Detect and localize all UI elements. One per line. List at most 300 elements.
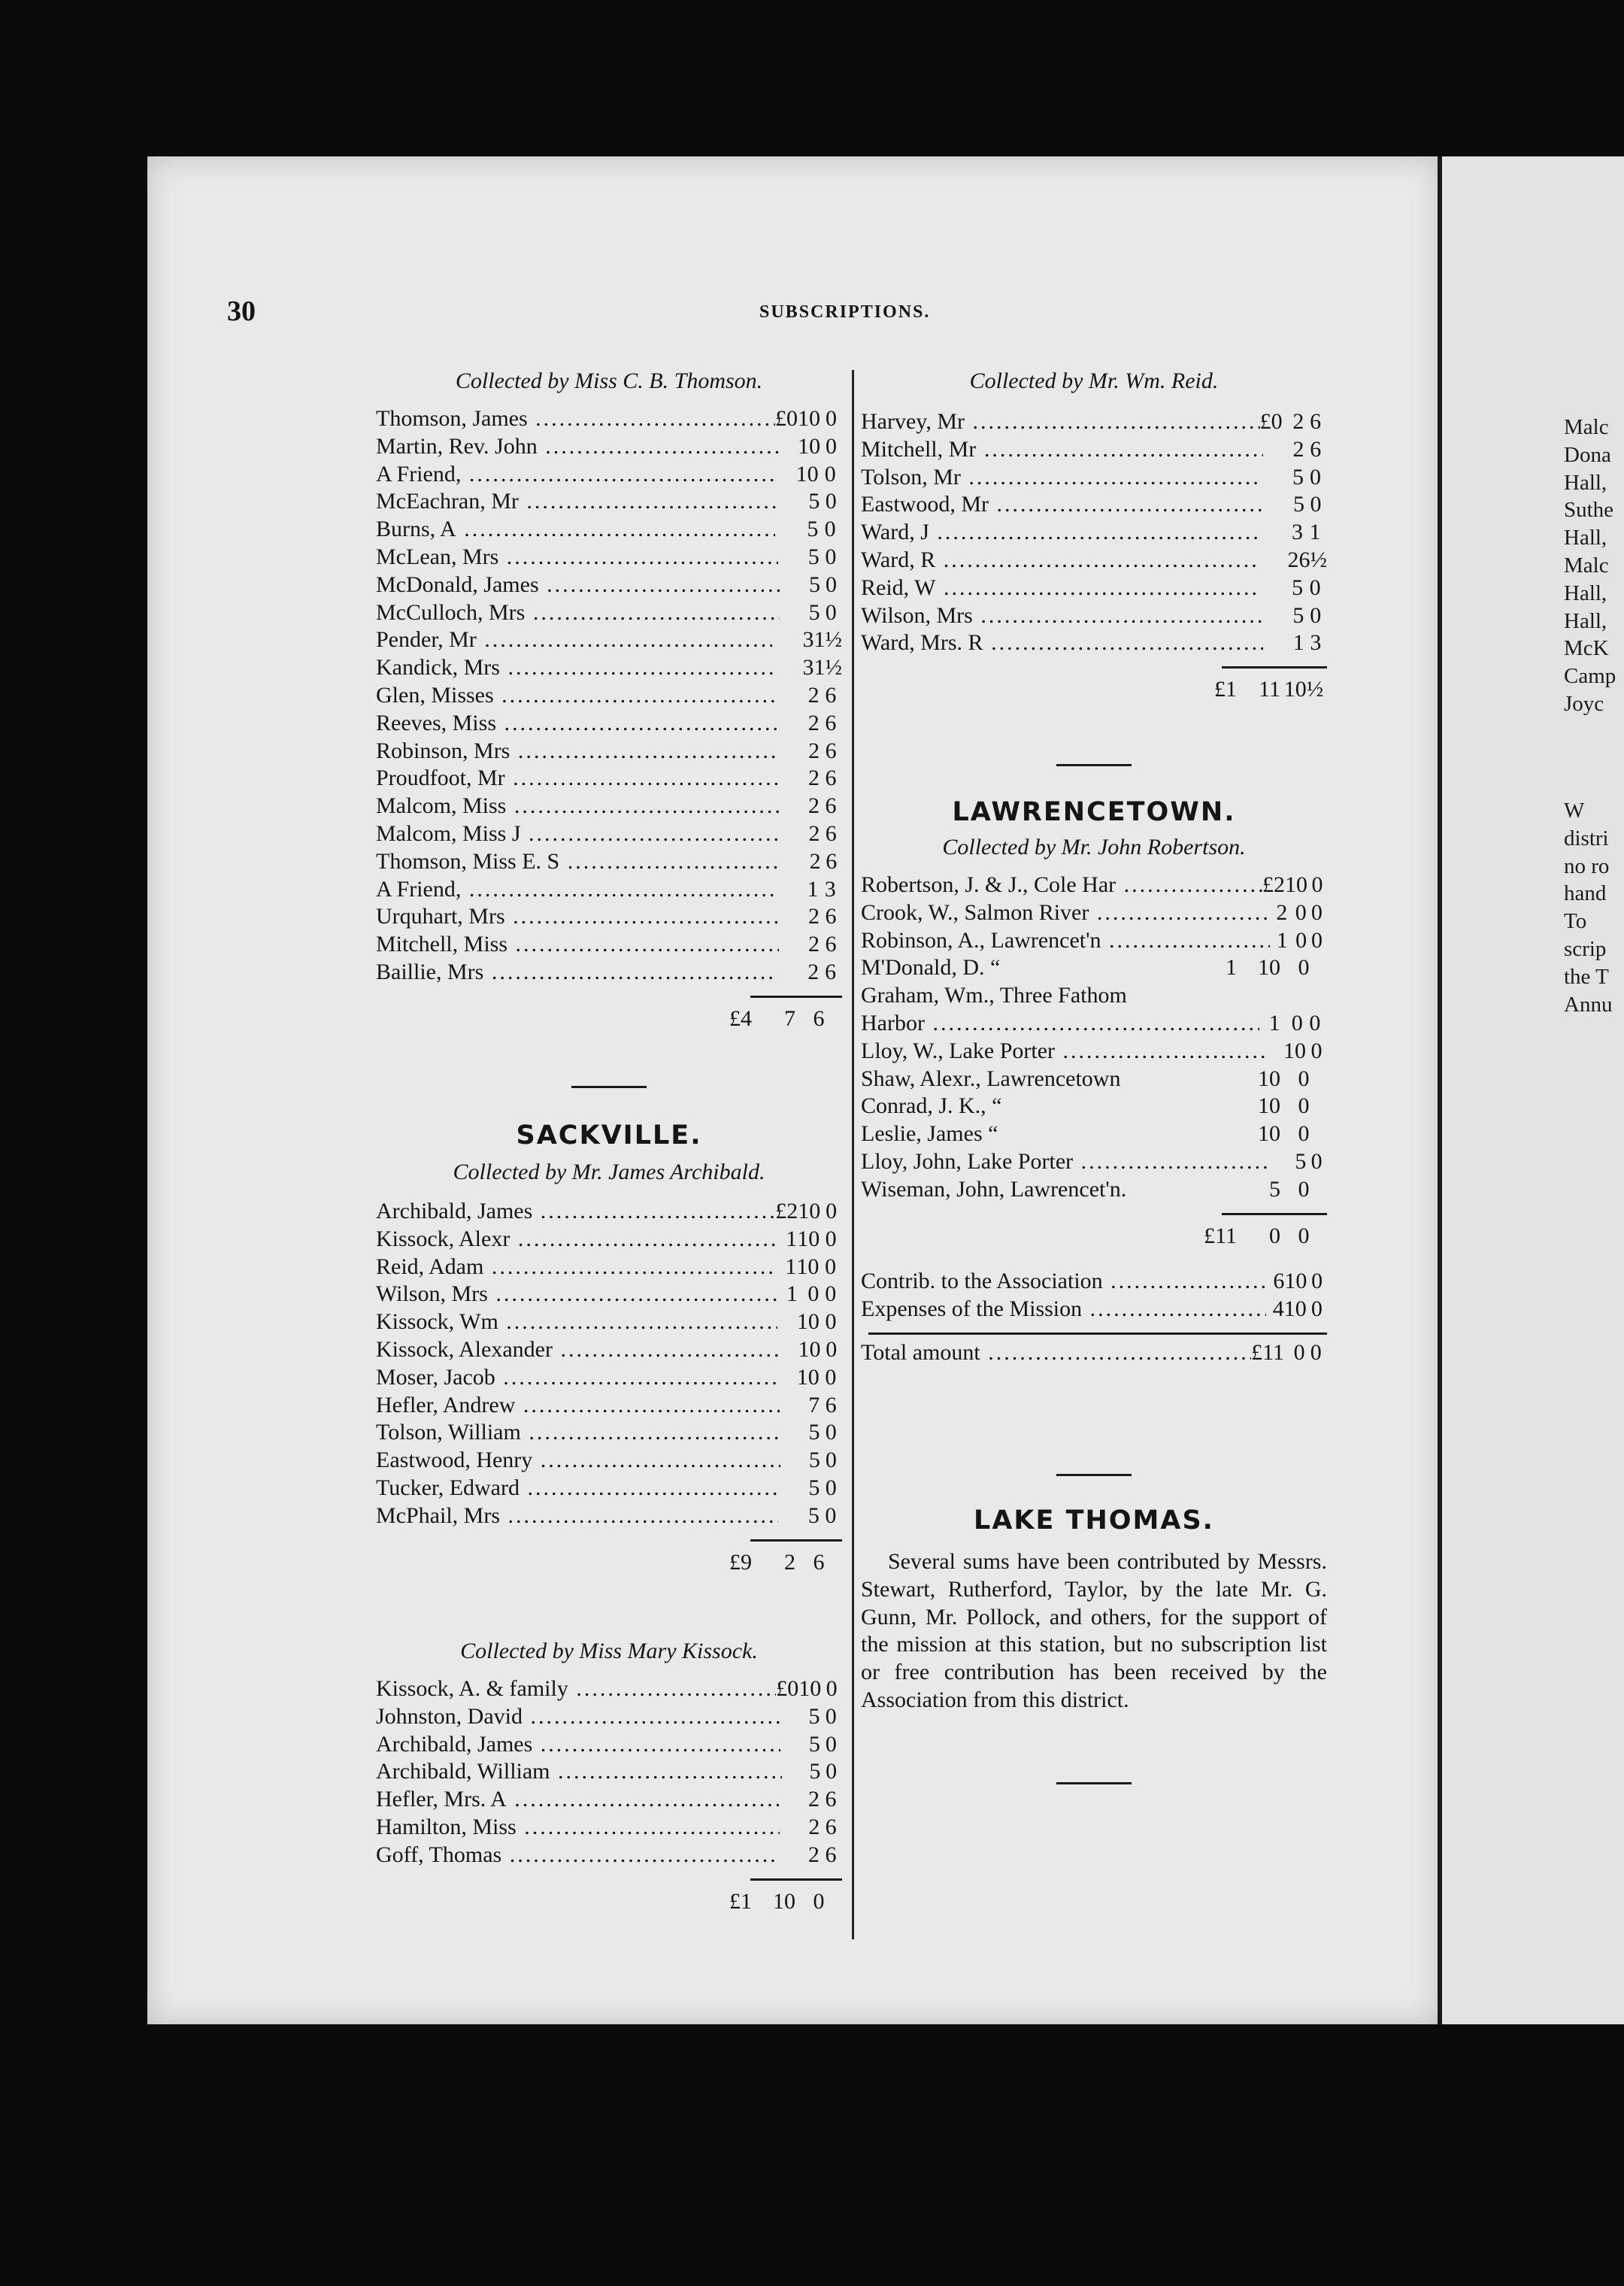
list-item	[376, 433, 842, 461]
entry-name: Reid, Adam .....	[376, 1254, 777, 1281]
pence: 6	[813, 1005, 825, 1031]
entry-name: A Friend, .....	[376, 876, 776, 904]
pence: 0	[825, 489, 837, 514]
shillings: 5	[808, 599, 820, 625]
list-item	[376, 1419, 842, 1447]
shillings: 2	[808, 1814, 820, 1839]
entry-name: Kissock, Wm .....	[376, 1308, 777, 1336]
list-item	[376, 1254, 842, 1281]
list-item	[376, 1336, 842, 1364]
pounds: 1	[785, 1254, 797, 1279]
list-item	[861, 408, 1327, 436]
list-item	[861, 436, 1327, 464]
entry-name: Ward, R .....	[861, 547, 1256, 575]
adjacent-page-fragment: Malc	[1564, 415, 1609, 439]
list-item	[376, 1675, 842, 1703]
shillings: 1	[1292, 630, 1304, 656]
list-item	[376, 516, 842, 544]
list-item	[861, 954, 1327, 982]
list-item	[376, 1758, 842, 1786]
entry-name: McDonald, James .....	[376, 572, 781, 599]
pounds: £2	[1262, 872, 1285, 897]
adjacent-page-fragment: Malc	[1564, 553, 1609, 578]
entry-name: Eastwood, Henry .....	[376, 1447, 780, 1475]
list-item	[376, 1392, 842, 1420]
list-item	[861, 575, 1327, 602]
list-item	[376, 682, 842, 710]
pence: 1	[1309, 520, 1321, 545]
entry-name: Johnston, David .....	[376, 1703, 780, 1731]
shillings: 2	[809, 848, 821, 874]
lake-thomas-paragraph: Several sums have been contributed by Messrs. Stewart, Rutherford, Taylor, by the late Mr. G. Gunn, Mr. Pollock, and others, for the support of the mission at this station, but no subscription list or free contribution has been received by the Association from this district.	[861, 1549, 1327, 1712]
total-row	[376, 1888, 842, 1916]
pence: 0	[825, 1420, 837, 1445]
shillings: 0	[1295, 899, 1307, 925]
shillings: 10	[798, 1336, 821, 1362]
pence: 6	[825, 1787, 837, 1812]
collector-heading: Collected by Mr. John Robertson.	[942, 835, 1246, 860]
list-item	[376, 461, 842, 489]
list-item	[861, 1093, 1327, 1120]
collector-heading: Collected by Mr. James Archibald.	[453, 1160, 765, 1184]
pence: 0	[1311, 927, 1323, 953]
entry-name: Tucker, Edward .....	[376, 1475, 780, 1502]
pence: 0	[1311, 872, 1323, 897]
list-item	[861, 1176, 1327, 1204]
entry-name: Harvey, Mr .....	[861, 408, 1260, 436]
list-item	[861, 602, 1327, 630]
total-row	[861, 676, 1327, 704]
list-item	[376, 931, 842, 959]
pence: 0	[824, 461, 836, 487]
entry-name: Conrad, J. K., “	[861, 1093, 1002, 1119]
shillings: 2	[808, 820, 820, 846]
list-item	[376, 1786, 842, 1814]
entry-name: Shaw, Alexr., Lawrencetown	[861, 1066, 1121, 1091]
entry-name: Lloy, W., Lake Porter .....	[861, 1038, 1265, 1066]
adjacent-page-fragment: Hall,	[1564, 608, 1607, 633]
list-item	[376, 1502, 842, 1530]
shillings: 10	[1283, 1296, 1307, 1322]
shillings: 10	[796, 1364, 820, 1390]
pence: 0	[826, 572, 837, 597]
shillings: 5	[808, 489, 820, 514]
pence: 0	[1298, 1121, 1310, 1147]
adjacent-page-fragment: Annu	[1564, 992, 1613, 1017]
section-title-sackville: SACKVILLE.	[516, 1120, 702, 1151]
pounds: 1	[786, 1281, 798, 1307]
shillings: 2	[807, 904, 820, 929]
entry-name: Urquhart, Mrs .....	[376, 903, 779, 931]
summary-rule	[868, 1332, 1327, 1335]
list-item	[861, 1148, 1327, 1176]
list-item	[376, 1447, 842, 1475]
shillings: 2	[808, 738, 820, 763]
pounds: 1	[1276, 927, 1288, 953]
shillings: 10	[1284, 1269, 1307, 1294]
entry-name: Expenses of the Mission .....	[861, 1296, 1266, 1323]
adjacent-page-fragment: To	[1564, 909, 1587, 934]
pounds: 4	[1272, 1296, 1284, 1322]
list-item	[861, 872, 1327, 899]
pence: 0	[825, 1448, 837, 1473]
list-item	[861, 899, 1327, 927]
grand-total-row	[861, 1339, 1327, 1367]
shillings: 5	[807, 544, 820, 569]
lawrencetown-section	[861, 764, 1327, 1367]
pence: 0	[825, 1502, 837, 1528]
entry-name: Contrib. to the Association .....	[861, 1268, 1267, 1296]
list-item	[376, 1814, 842, 1842]
list-item	[376, 544, 842, 572]
pence: 6	[825, 820, 837, 846]
list-item	[376, 654, 842, 682]
page-gutter-rule	[1438, 156, 1442, 2024]
list-item	[861, 547, 1327, 575]
shillings: 2	[807, 1842, 820, 1867]
entry-name: Robinson, Mrs .....	[376, 738, 779, 766]
pounds: £11	[1204, 1223, 1237, 1248]
entry-name: Burns, A .....	[376, 516, 775, 544]
pounds: 1	[786, 1226, 798, 1251]
pence: 6	[825, 710, 837, 735]
entry-name: Lloy, John, Lake Porter .....	[861, 1148, 1268, 1176]
pence: 6	[825, 1392, 837, 1417]
shillings: 2	[1292, 409, 1304, 434]
shillings: 5	[1292, 464, 1304, 490]
adjacent-page-fragment: W	[1564, 799, 1585, 823]
pence: 0	[1309, 1010, 1321, 1035]
pence: 6	[825, 932, 837, 957]
pence: 6	[1310, 436, 1322, 462]
pence: 0	[813, 1888, 825, 1914]
shillings: 3	[1291, 520, 1303, 545]
entry-name: Robinson, A., Lawrencet'n .....	[861, 927, 1270, 955]
entry-name: Kandick, Mrs .....	[376, 654, 774, 682]
pence: 0	[1309, 575, 1321, 600]
entry-name: Hefler, Andrew .....	[376, 1392, 780, 1420]
pence: 0	[825, 1281, 837, 1307]
shillings: 0	[1293, 1339, 1305, 1365]
running-head: SUBSCRIPTIONS.	[759, 302, 931, 322]
pence: 6	[825, 738, 837, 763]
pence: 6	[825, 904, 837, 929]
pounds: £2	[775, 1199, 798, 1223]
entry-name: Wilson, Mrs .....	[861, 602, 1262, 630]
shillings: 10	[795, 461, 819, 487]
pence: 0	[825, 544, 837, 569]
shillings: 3	[802, 627, 814, 653]
shillings: 5	[808, 1703, 820, 1729]
total-rule	[750, 1539, 842, 1542]
shillings: 5	[809, 572, 820, 597]
total-rule	[750, 1878, 842, 1881]
list-item	[861, 464, 1327, 492]
collector-heading: Collected by Miss C. B. Thomson.	[455, 368, 763, 393]
adjacent-page-fragment: Hall,	[1564, 526, 1607, 550]
pence: 0	[825, 1226, 837, 1251]
pounds: 1	[1268, 1010, 1280, 1035]
shillings: 10	[1258, 1093, 1280, 1119]
entry-name: Reid, W .....	[861, 575, 1260, 602]
column-divider	[852, 370, 854, 1939]
pence: 0	[826, 1759, 838, 1784]
entry-name: Ward, Mrs. R .....	[861, 629, 1263, 657]
pence: 0	[1298, 1223, 1310, 1248]
list-item	[861, 1120, 1327, 1148]
shillings: 10	[797, 1226, 820, 1251]
list-item	[376, 405, 842, 433]
shillings: 5	[808, 1448, 820, 1473]
entry-name: Leslie, James “	[861, 1121, 998, 1147]
entry-name: M'Donald, D. “	[861, 955, 1001, 981]
total-rule	[750, 996, 842, 998]
total-row	[376, 1549, 842, 1577]
section-title-lake-thomas: LAKE THOMAS.	[974, 1505, 1214, 1536]
shillings: 2	[807, 682, 820, 708]
list-item	[376, 1198, 842, 1226]
list-item	[376, 1226, 842, 1254]
pence: 3	[824, 876, 836, 902]
pence: 6	[813, 1549, 825, 1575]
collector-heading: Collected by Mr. Wm. Reid.	[969, 368, 1219, 393]
shillings: 5	[808, 1475, 820, 1500]
adjacent-page-fragment: McK	[1564, 636, 1609, 661]
pence: 0	[1298, 1093, 1310, 1119]
shillings: 3	[802, 655, 814, 681]
pence: 6	[1310, 409, 1322, 434]
shillings: 2	[808, 932, 820, 957]
sackville-section	[376, 1086, 842, 1576]
list-item	[376, 848, 842, 876]
adjacent-page-fragment: scrip	[1564, 936, 1607, 961]
entry-name: Tolson, William .....	[376, 1419, 780, 1447]
list-item	[376, 903, 842, 931]
shillings: 2	[784, 1549, 795, 1575]
pence: 0	[1310, 899, 1323, 925]
entry-name: Archibald, James .....	[376, 1731, 780, 1759]
entry-name: McCulloch, Mrs .....	[376, 599, 780, 627]
kissock-list	[376, 1636, 842, 1915]
shillings: 10	[1258, 1121, 1280, 1147]
pence: 6	[825, 766, 837, 791]
list-item	[861, 982, 1327, 1010]
list-item	[861, 519, 1327, 547]
entry-name: Kissock, Alexr .....	[376, 1226, 777, 1254]
pence: 0	[1310, 492, 1322, 517]
shillings: 10	[796, 1309, 820, 1335]
shillings: 10	[798, 406, 821, 431]
adjacent-page-fragment: hand	[1564, 881, 1607, 906]
entry-name: Robertson, J. & J., Cole Har .....	[861, 872, 1262, 899]
entry-name: Total amount .....	[861, 1339, 1251, 1367]
section-divider	[1056, 1782, 1132, 1784]
total-rule	[1222, 666, 1327, 669]
pence: 0	[1310, 1296, 1323, 1322]
pence: 6	[825, 1842, 837, 1867]
pence: 10½	[1283, 677, 1324, 702]
entry-name: Malcom, Miss .....	[376, 793, 779, 820]
shillings: 5	[808, 1731, 820, 1757]
pence: 0	[1298, 1176, 1310, 1202]
entry-name: Mitchell, Miss .....	[376, 931, 779, 959]
pence: 6½	[1298, 547, 1327, 572]
pounds: £1	[729, 1888, 752, 1914]
shillings: 0	[1295, 927, 1307, 953]
thomson-list	[376, 366, 842, 1033]
pounds: £9	[729, 1549, 752, 1575]
list-item	[376, 765, 842, 793]
adjacent-page-fragment: Joyc	[1564, 691, 1604, 716]
pence: 0	[825, 1309, 837, 1335]
pence: 0	[825, 1703, 837, 1729]
shillings: 5	[1295, 1148, 1307, 1174]
entry-name: Malcom, Miss J .....	[376, 820, 780, 848]
adjacent-page-fragment: no ro	[1564, 853, 1610, 878]
pounds: 6	[1273, 1269, 1285, 1294]
entry-name: Moser, Jacob .....	[376, 1364, 777, 1392]
entry-name: Wilson, Mrs .....	[376, 1281, 777, 1308]
pence: 0	[825, 1254, 837, 1279]
pence: 0	[1310, 602, 1322, 628]
list-item	[376, 488, 842, 516]
entry-name: Graham, Wm., Three Fathom	[861, 983, 1127, 1008]
pence: 0	[825, 599, 837, 625]
pence: 0	[826, 406, 837, 431]
total-rule	[1222, 1213, 1327, 1215]
pounds: £4	[729, 1005, 752, 1031]
pounds: £0	[1259, 409, 1283, 434]
pence: 0	[826, 433, 838, 459]
list-item	[376, 1703, 842, 1731]
shillings: 2	[1292, 436, 1304, 462]
pounds: £0	[775, 406, 798, 431]
shillings: 10	[773, 1888, 795, 1914]
entry-name: Proudfoot, Mr .....	[376, 765, 779, 793]
list-item	[376, 1281, 842, 1308]
list-item	[376, 572, 842, 599]
page-number: 30	[227, 296, 256, 327]
pence: 0	[1298, 955, 1310, 981]
list-item	[376, 1731, 842, 1759]
entry-name: Thomson, Miss E. S .....	[376, 848, 782, 876]
entry-name: Harbor .....	[861, 1010, 1259, 1038]
entry-name: Hamilton, Miss .....	[376, 1814, 780, 1842]
list-item	[376, 1308, 842, 1336]
adjacent-page-fragment: Suthe	[1564, 498, 1614, 523]
pounds: £0	[776, 1676, 799, 1701]
list-item	[861, 1296, 1327, 1323]
entry-name: Archibald, James .....	[376, 1198, 775, 1226]
pence: 0	[824, 517, 836, 542]
pence: 0	[826, 1199, 838, 1223]
shillings: 1	[807, 876, 819, 902]
pence: 0	[1310, 1339, 1322, 1365]
shillings: 7	[808, 1392, 820, 1417]
list-item	[376, 738, 842, 766]
collector-heading: Collected by Miss Mary Kissock.	[460, 1639, 758, 1663]
shillings: 11	[1259, 677, 1280, 702]
list-item	[861, 1038, 1327, 1066]
pence: 0	[826, 1676, 838, 1701]
shillings: 10	[796, 1254, 820, 1279]
pence: 0	[1310, 1038, 1323, 1063]
entry-name: Eastwood, Mr .....	[861, 491, 1264, 519]
list-item	[861, 491, 1327, 519]
entry-name: Mitchell, Mr .....	[861, 436, 1263, 464]
shillings: 10	[798, 1676, 822, 1701]
shillings: 2	[807, 710, 820, 735]
lake-thomas-section	[861, 1474, 1327, 1784]
pence: 6	[825, 793, 837, 819]
shillings: 2	[808, 793, 820, 819]
entry-name: Thomson, James .....	[376, 405, 775, 433]
pounds: £1	[1214, 677, 1237, 702]
pence: 0	[826, 1336, 838, 1362]
shillings: 7	[784, 1005, 795, 1031]
shillings: 10	[1285, 872, 1307, 897]
shillings: 0	[1269, 1223, 1280, 1248]
shillings: 10	[798, 433, 821, 459]
pence: 0	[1298, 1066, 1310, 1091]
pence: 6	[825, 959, 837, 984]
entry-name: Tolson, Mr .....	[861, 464, 1262, 492]
entry-name: Archibald, William .....	[376, 1758, 782, 1786]
pence: 1½	[814, 655, 843, 681]
entry-name: Baillie, Mrs .....	[376, 959, 777, 987]
pence: 6	[826, 848, 838, 874]
reid-list	[861, 366, 1327, 704]
entry-name: Martin, Rev. John .....	[376, 433, 779, 461]
adjacent-page-fragment: distri	[1564, 826, 1609, 850]
entry-name: Hefler, Mrs. A .....	[376, 1786, 779, 1814]
list-item	[376, 1364, 842, 1392]
entry-name: McPhail, Mrs .....	[376, 1502, 778, 1530]
entry-name: Goff, Thomas .....	[376, 1842, 778, 1869]
list-item	[861, 1066, 1327, 1093]
shillings: 2	[1287, 547, 1299, 572]
pence: 0	[1310, 464, 1322, 490]
shillings: 0	[1291, 1010, 1303, 1035]
pence: 3	[1310, 630, 1322, 656]
shillings: 5	[808, 1420, 820, 1445]
list-item	[376, 793, 842, 820]
list-item	[861, 1010, 1327, 1038]
section-title-lawrencetown: LAWRENCETOWN.	[952, 797, 1236, 827]
total-row	[376, 1005, 842, 1033]
pence: 6	[825, 1814, 837, 1839]
adjacent-page-col1	[1564, 414, 1616, 718]
pence: 1½	[814, 627, 842, 653]
adjacent-page-fragment: Camp	[1564, 664, 1616, 689]
list-item	[376, 626, 842, 654]
list-item	[376, 876, 842, 904]
entry-name: Glen, Misses .....	[376, 682, 778, 710]
pence: 0	[825, 1364, 837, 1390]
shillings: 5	[1292, 602, 1304, 628]
shillings: 10	[1258, 955, 1280, 981]
shillings: 5	[1269, 1176, 1280, 1202]
adjacent-page-fragment: Dona	[1564, 442, 1611, 467]
shillings: 2	[807, 959, 820, 984]
entry-name: Crook, W., Salmon River .....	[861, 899, 1270, 927]
shillings: 0	[807, 1281, 820, 1307]
entry-name: McEachran, Mr .....	[376, 488, 780, 516]
shillings: 10	[1283, 1038, 1307, 1063]
shillings: 2	[807, 766, 820, 791]
list-item	[376, 820, 842, 848]
pence: 6	[825, 682, 837, 708]
